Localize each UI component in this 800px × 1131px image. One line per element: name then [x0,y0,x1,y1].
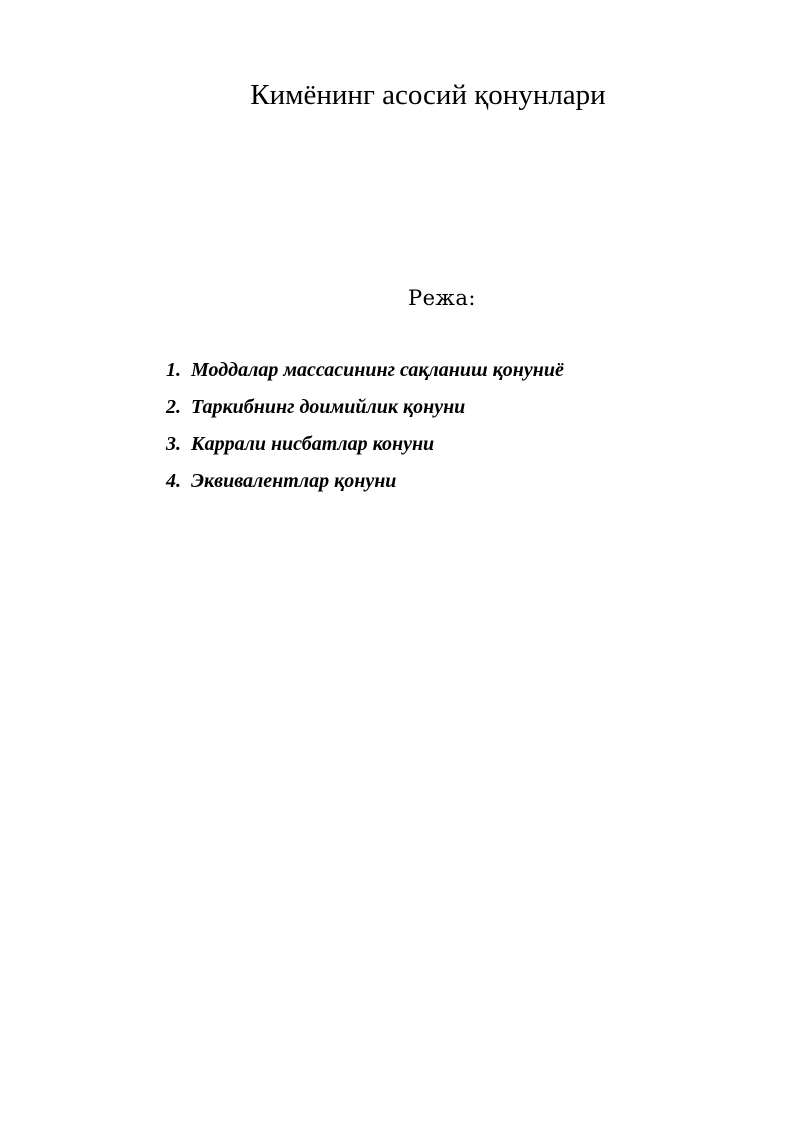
plan-item-text: Каррали нисбатлар конуни [191,433,435,455]
plan-list [166,356,564,504]
document-title: Кимёнинг асосий қонунлари [250,79,606,111]
plan-item-number: 1. [166,359,181,381]
plan-item-text: Таркибнинг доимийлик қонуни [191,396,466,418]
plan-item-number: 2. [166,396,181,418]
plan-item-text: Моддалар массасининг сақланиш қонуниё [191,359,564,381]
plan-item-2 [166,393,564,430]
plan-item-1 [166,356,564,393]
plan-heading: Режа: [408,286,476,310]
plan-item-text: Эквивалентлар қонуни [191,470,397,492]
plan-item-number: 3. [166,433,181,455]
plan-item-3 [166,430,564,467]
plan-item-4 [166,467,564,504]
plan-item-number: 4. [166,470,181,492]
